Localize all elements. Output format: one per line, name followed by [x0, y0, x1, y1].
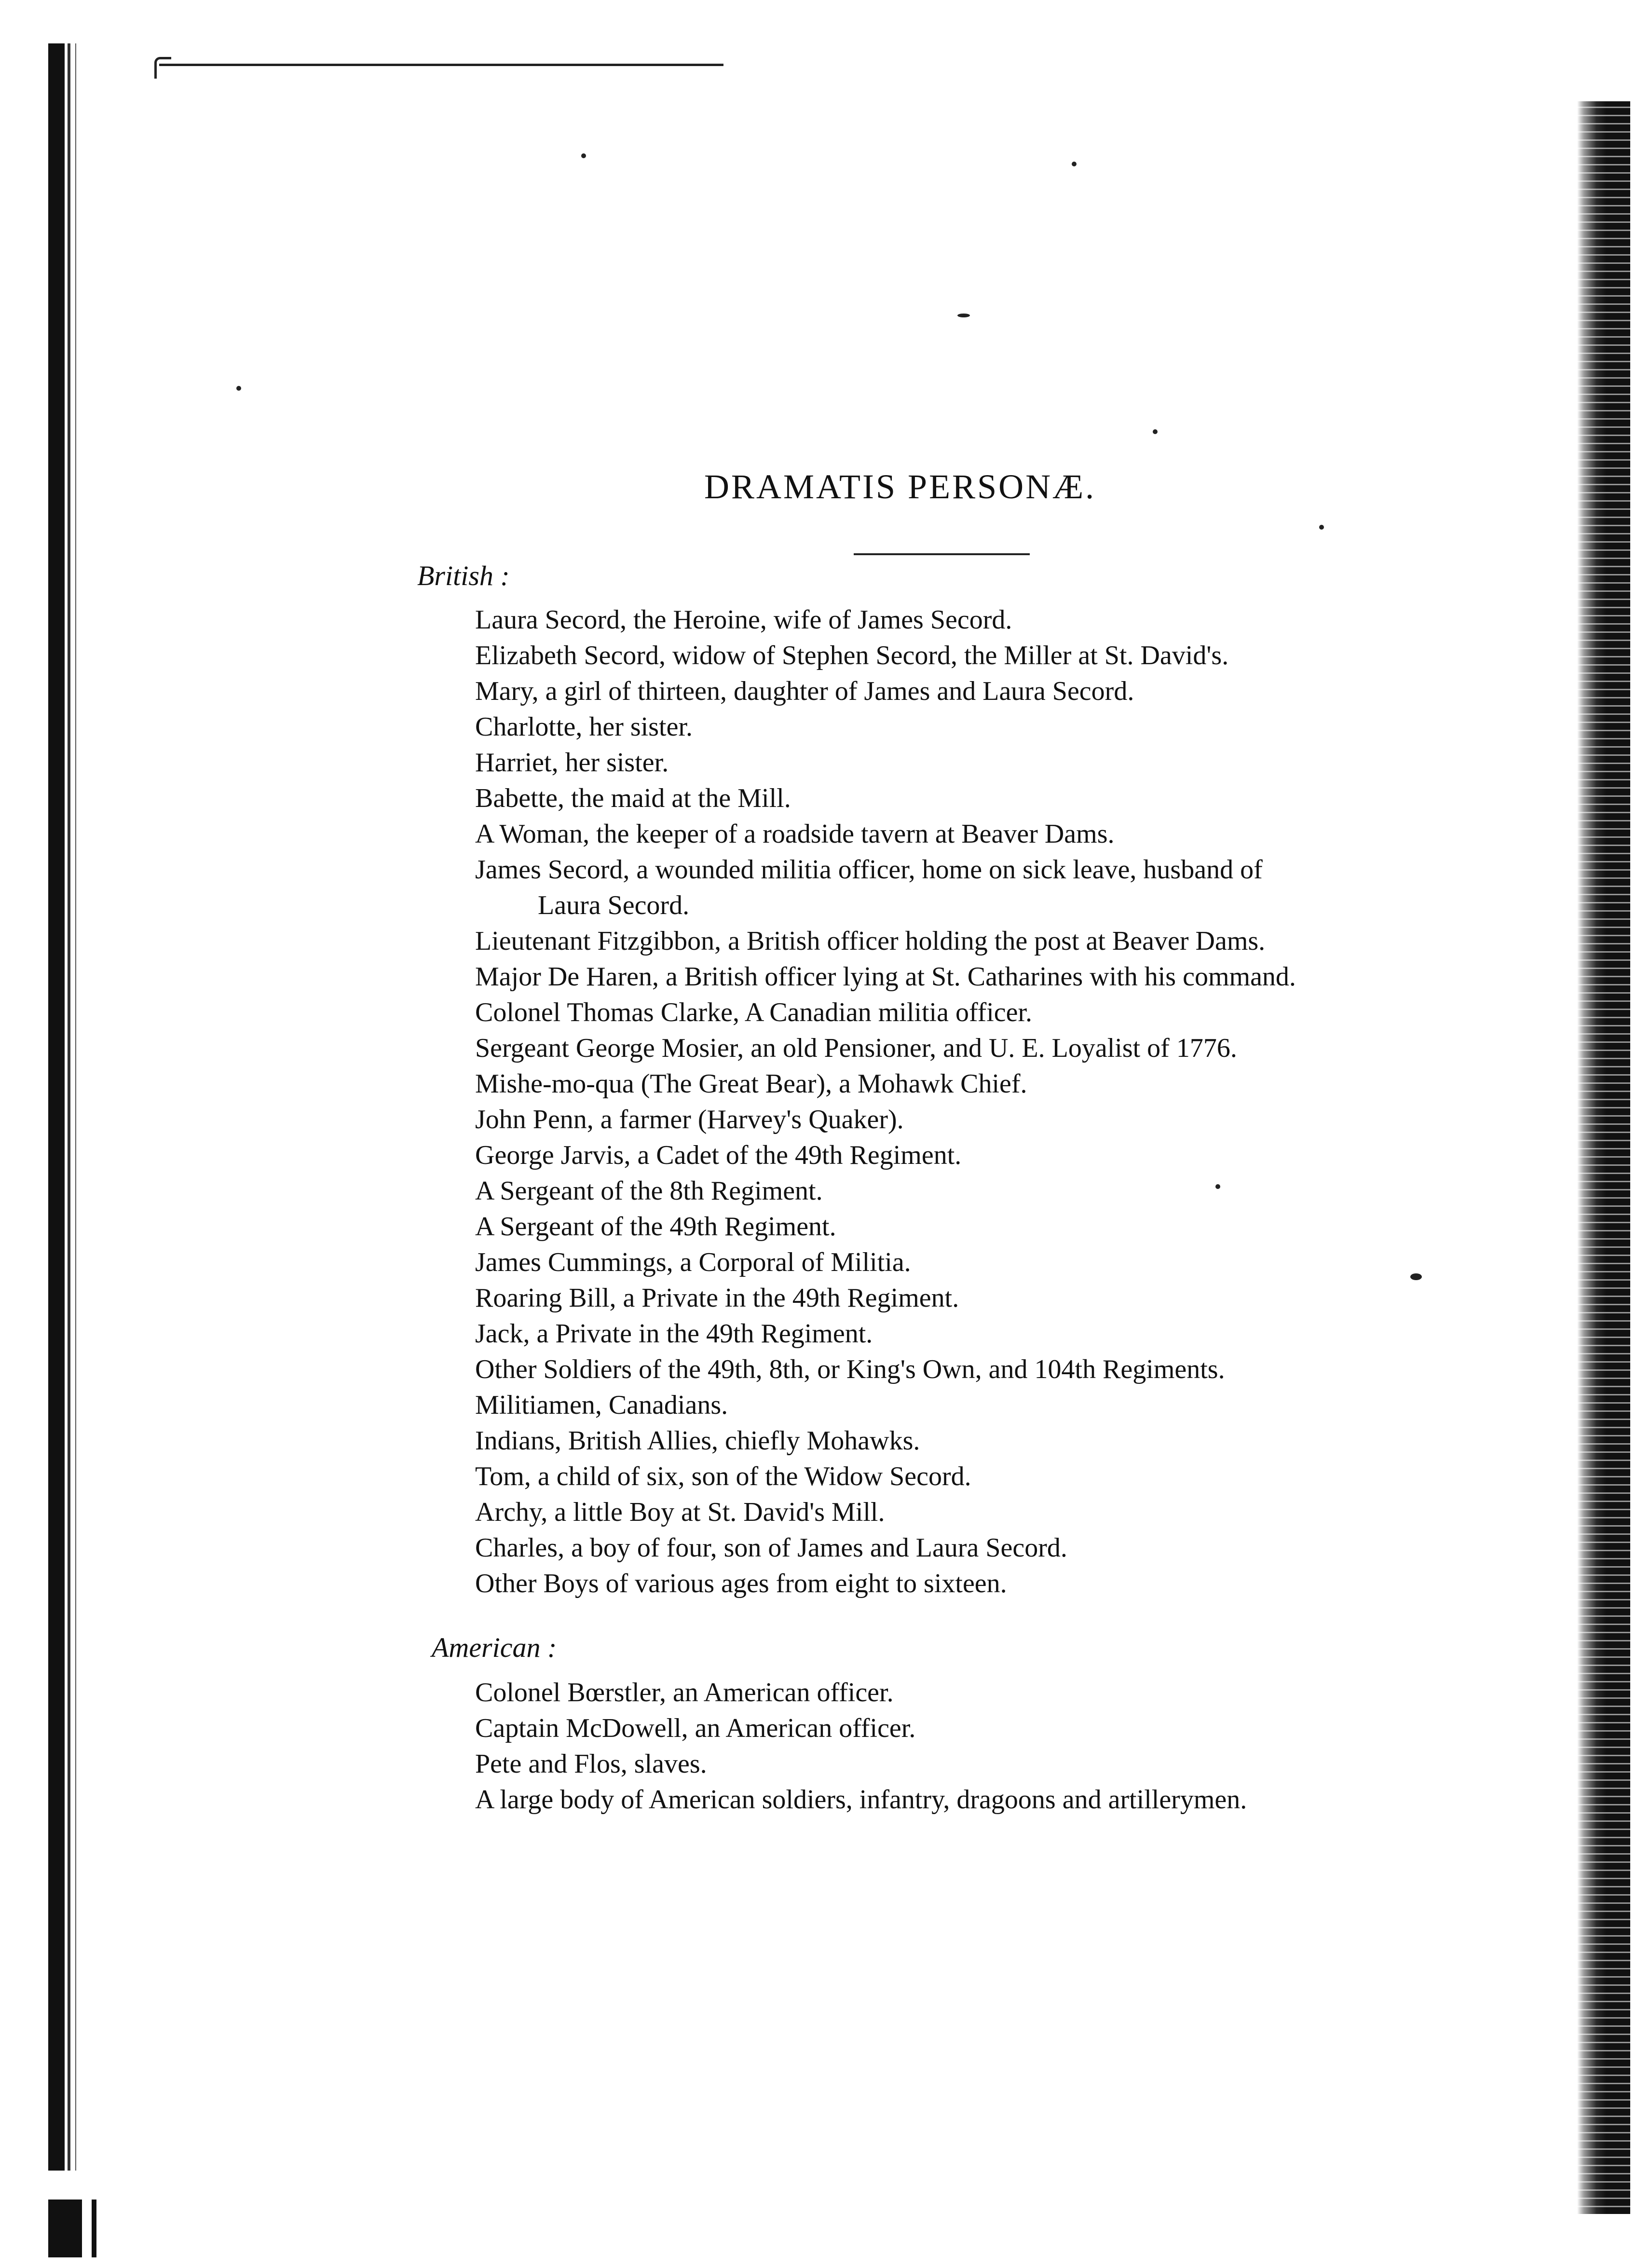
cast-entry: John Penn, a farmer (Harvey's Quaker). — [475, 1105, 904, 1134]
cast-entry: Militiamen, Canadians. — [475, 1390, 728, 1420]
page-title: DRAMATIS PERSONÆ. — [704, 467, 1096, 506]
cast-entry: Babette, the maid at the Mill. — [475, 783, 791, 813]
cast-entry: Elizabeth Secord, widow of Stephen Secord, the Miller at St. David's. — [475, 641, 1229, 670]
cast-entry: Colonel Thomas Clarke, A Canadian militia officer. — [475, 997, 1033, 1027]
cast-entry: Pete and Flos, slaves. — [475, 1749, 707, 1779]
cast-entry: Archy, a little Boy at St. David's Mill. — [475, 1497, 885, 1527]
cast-entry: Charles, a boy of four, son of James and Laura Secord. — [475, 1533, 1067, 1563]
cast-entry: Tom, a child of six, son of the Widow Secord. — [475, 1462, 971, 1491]
cast-entry: Captain McDowell, an American officer. — [475, 1713, 916, 1743]
scan-speck — [1153, 429, 1158, 434]
scan-speck — [957, 314, 970, 317]
section-label-british: British : — [417, 560, 510, 591]
american-cast-list — [475, 1675, 1469, 1817]
cast-entry: A Sergeant of the 49th Regiment. — [475, 1212, 836, 1242]
cast-entry: James Cummings, a Corporal of Militia. — [475, 1247, 911, 1277]
left-page-binding — [48, 43, 87, 2171]
cast-entry: Laura Secord, the Heroine, wife of James Secord. — [475, 605, 1012, 635]
top-rule — [159, 64, 723, 66]
cast-entry: A large body of American soldiers, infantry, dragoons and artillerymen. — [475, 1785, 1247, 1815]
cast-entry: Harriet, her sister. — [475, 748, 669, 778]
cast-entry: Jack, a Private in the 49th Regiment. — [475, 1319, 873, 1349]
title-rule — [854, 553, 1030, 555]
british-cast-list — [475, 602, 1469, 1601]
cast-entry-continuation: Laura Secord. — [538, 890, 690, 920]
scan-speck — [581, 153, 586, 158]
cast-entry: Colonel Bœrstler, an American officer. — [475, 1678, 894, 1708]
cast-entry: A Woman, the keeper of a roadside tavern at Beaver Dams. — [475, 819, 1115, 849]
left-binding-tail — [48, 2200, 106, 2257]
cast-entry: Indians, British Allies, chiefly Mohawks. — [475, 1426, 920, 1456]
section-label-american: American : — [432, 1632, 557, 1663]
cast-entry: Lieutenant Fitzgibbon, a British officer holding the post at Beaver Dams. — [475, 926, 1266, 956]
scan-speck — [1072, 162, 1077, 166]
cast-entry: Roaring Bill, a Private in the 49th Regiment. — [475, 1283, 959, 1313]
cast-entry: Sergeant George Mosier, an old Pensioner, and U. E. Loyalist of 1776. — [475, 1033, 1237, 1063]
cast-entry: Charlotte, her sister. — [475, 712, 693, 742]
cast-entry: George Jarvis, a Cadet of the 49th Regiment. — [475, 1140, 962, 1170]
cast-entry: James Secord, a wounded militia officer, home on sick leave, husband of — [475, 855, 1263, 885]
cast-entry: Major De Haren, a British officer lying at St. Catharines with his command. — [475, 962, 1296, 992]
scan-speck — [1319, 525, 1324, 530]
cast-entry: Other Boys of various ages from eight to sixteen. — [475, 1569, 1007, 1599]
cast-entry: A Sergeant of the 8th Regiment. — [475, 1176, 823, 1206]
cast-entry: Mary, a girl of thirteen, daughter of James and Laura Secord. — [475, 676, 1134, 706]
top-rule-hook — [154, 57, 171, 79]
right-page-edge-shadow — [1577, 101, 1630, 2214]
cast-entry: Mishe-mo-qua (The Great Bear), a Mohawk Chief. — [475, 1069, 1027, 1099]
cast-entry: Other Soldiers of the 49th, 8th, or King's Own, and 104th Regiments. — [475, 1354, 1225, 1384]
scan-speck — [236, 386, 241, 391]
